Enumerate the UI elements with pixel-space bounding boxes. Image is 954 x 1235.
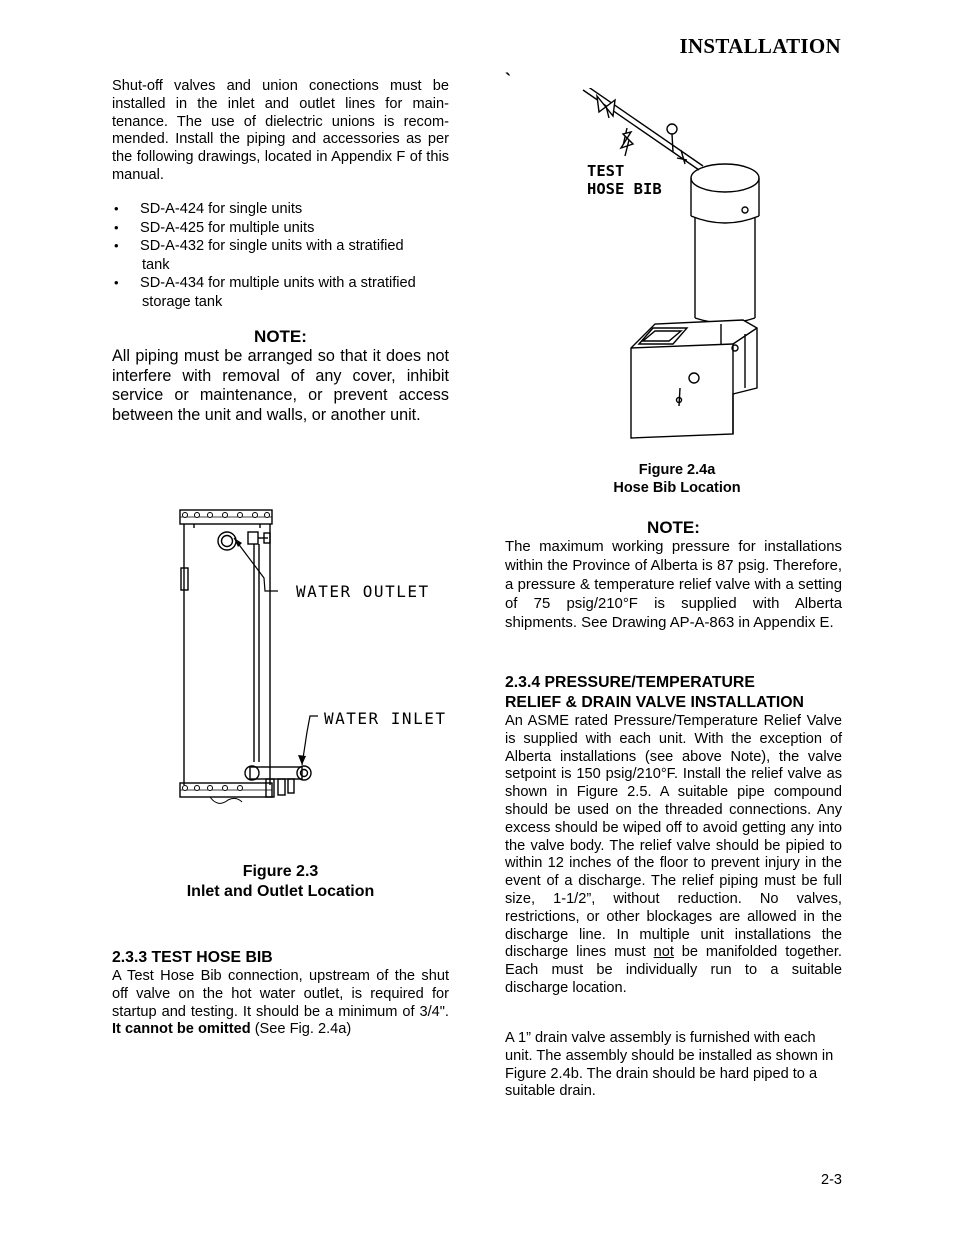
section-2-3-3-text: A Test Hose Bib connection, upstream of the shut off valve on the hot water outlet, is required for startup and testing. It should be a minimum of 3/4". It cannot be omitted (See Fig. 2.4a): [112, 968, 449, 1038]
page-number: 2-3: [821, 1172, 842, 1188]
figure-2-4a-drawing: [575, 88, 775, 448]
note-body: All piping must be arranged so that it does not interfere with removal of any cover, inhibit service or maintenance, or prevent access between the unit and walls, or another unit.: [112, 347, 449, 425]
section-2-3-3-heading: 2.3.3 TEST HOSE BIB: [112, 949, 273, 966]
water-inlet-label: WATER INLET: [324, 709, 447, 728]
figure-2-3-drawing: [170, 500, 460, 820]
stray-mark: `: [505, 70, 511, 90]
note-heading: NOTE:: [254, 327, 307, 346]
figure-2-4a-caption: Figure 2.4a Hose Bib Location: [613, 462, 741, 496]
drawing-list: [112, 200, 449, 311]
list-item: • SD-A-424 for single units: [112, 200, 449, 219]
page-header-title: INSTALLATION: [679, 34, 841, 58]
note-body: The maximum working pressure for installations within the Province of Alberta is 87 psig. Therefore, a pressure & temperature relief valve with a setting of 75 psig/210°F is supplied with Alberta shipments. See Drawing AP-A-863 in Appendix E.: [505, 539, 842, 632]
section-2-3-4-heading: 2.3.4 PRESSURE/TEMPERATURE RELIEF & DRAIN VALVE INSTALLATION: [505, 674, 804, 711]
note-heading: NOTE:: [647, 518, 700, 537]
outlet-port: [218, 532, 236, 550]
section-2-3-4-text: An ASME rated Pressure/Temperature Relief Valve is supplied with each unit. With the exception of Alberta installations (see above Note), the valve setpoint is 150 psig/210°F. Install the relief valve as shown in Figure 2.5. A suitable pipe compound should be used on the threaded connections. Any excess should be wiped off to avoid getting any into the valve body. The relief valve should be pipied to within 12 inches of the floor to prevent injury in the event of a discharge. The relief piping must be full size, 1-1/2”, without reduction. No valves, restrictions, or other blockages are allowed in the discharge line. In multiple unit installations the discharge lines must not be manifolded together. Each must be individually run to a suitable discharge location.: [505, 713, 842, 996]
list-item: • SD-A-432 for single units with a stratified: [112, 237, 449, 256]
water-outlet-label: WATER OUTLET: [296, 582, 430, 601]
list-item-continuation: tank: [142, 256, 170, 273]
figure-2-3-caption: Figure 2.3 Inlet and Outlet Location: [186, 863, 375, 900]
test-label: TEST: [587, 162, 625, 180]
list-item: • SD-A-425 for multiple units: [112, 219, 449, 238]
hose-bib-label: HOSE BIB: [587, 180, 662, 198]
list-item: • SD-A-434 for multiple units with a stratified: [112, 274, 449, 293]
intro-paragraph: Shut-off valves and union conections must be installed in the inlet and outlet lines for main- tenance. The use of dielectric unions is recom- mended. Install the piping and accessories as per the following drawings, located in Appendix F of this manual.: [112, 78, 449, 183]
list-item-continuation: storage tank: [142, 293, 223, 310]
drain-valve-paragraph: A 1” drain valve assembly is furnished with each unit. The assembly should be installed as shown in Figure 2.4b. The drain should be hard piped to a suitable drain.: [505, 1030, 834, 1100]
